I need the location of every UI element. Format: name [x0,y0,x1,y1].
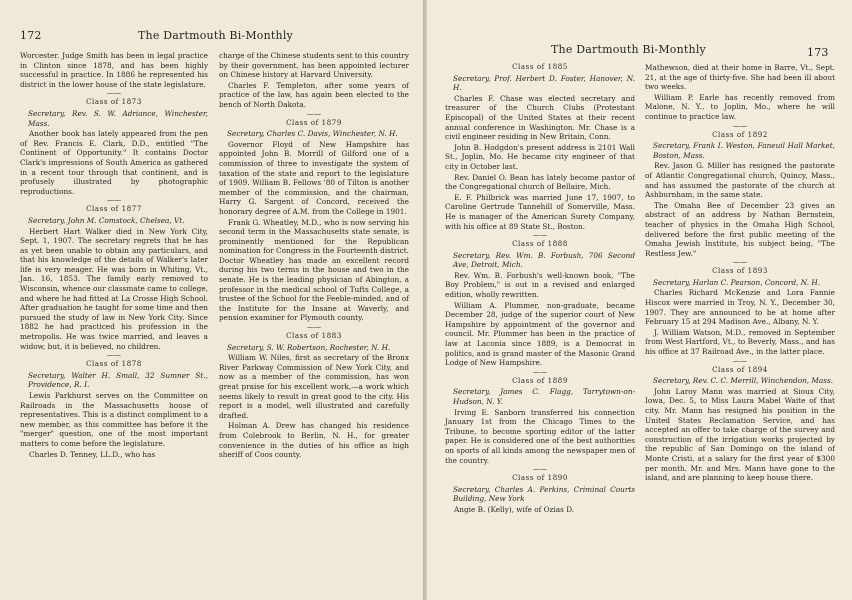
paragraph: J. William Watson, M.D., removed in September from West Hartford, Vt., to Beverly, Mass., and has his office at 37 Railroad Ave., in the latter place. [645,327,835,357]
page-number-left: 172 [20,29,42,42]
class-heading: Class of 1879 [286,118,342,127]
secretary-line: Secretary, Rev. Wm. B. Forbush, 706 Second Ave, Detroit, Mich. [453,250,635,270]
paragraph: Angie B. (Kelly), wife of Ozias D. [454,504,575,514]
secretary-line: Secretary, Charles A. Perkins, Criminal Courts Building, New York [453,484,635,504]
left-page [0,0,423,600]
section-rule: —— [533,465,547,474]
paragraph: Governor Floyd of New Hampshire has appointed John B. Morrill of Gilford one of a commission of three to investigate the system of taxation of the state and report to the legislature of 1909. William B. Fellows '80 of Tilton is another member of the commission, and the chairman, Harry G. Sargent of Concord, received the honorary degree of A.M. from the College in 1901. [219,139,409,216]
paragraph: Charles D. Tenney, LL.D., who has [29,449,156,459]
section-rule: —— [533,231,547,240]
right-column-2 [645,63,835,484]
paragraph: Rev. Jason G. Miller has resigned the pastorate of Atlantic Congregational church, Quincy, Mass., and has assumed the pastorate of the church at Ashburnham, in the same state. [645,161,835,200]
secretary-line: Secretary, Harlan C. Pearson, Concord, N. H. [653,277,821,287]
class-heading: Class of 1883 [286,332,342,341]
page-number-right: 173 [807,46,829,59]
paragraph: Irving E. Sanborn transferred his connection January 1st from the Chicago Times to the Tribune, to become sporting editor of the latter paper. He is considered one of the best authorities on sports of all kinds among the newspaper men of the country. [445,407,635,465]
running-head-left: The Dartmouth Bi-Monthly [138,29,293,42]
paragraph: Holman A. Drew has changed his residence from Colebrook to Berlin, N. H., for greater convenience in the duties of his office as high sheriff of Coos county. [219,421,409,460]
section-rule: —— [733,356,747,365]
paragraph: Another book has lately appeared from the pen of Rev. Francis E. Clark, D.D., entitled "The Continent of Opportunity." It contains Doctor Clark's impressions of South America as gathered in a recent tour through that continent, and is profusely illustrated by photographic reproductions. [20,129,208,196]
secretary-line: Secretary, Prof. Herbert D. Foster, Hanover, N. H. [453,73,635,93]
paragraph: William A. Plummer, non-graduate, became December 28, judge of the superior court of New Hampshire by appointment of the governor and council. Mr. Plummer has been in the practice of law at Laconia since 1889, is a Democrat in politics, and is grand master of the Masonic Grand Lodge of New Hampshire. [445,300,635,368]
paragraph: Rev. Daniel O. Bean has lately become pastor of the Congregational church of Bellaire, Mich. [445,172,635,192]
paragraph: William P. Earle has recently removed from Malone, N. Y., to Joplin, Mo., where he will continue to practice law. [645,92,835,121]
paragraph: Rev. Wm. B. Forbush's well-known book, "The Boy Problem," is out in a revised and enlarged edition, wholly rewritten. [445,270,635,300]
secretary-line: Secretary, Rev. S. W. Adriance, Winchester, Mass. [28,108,208,128]
section-rule: —— [733,121,747,130]
paragraph: The Omaha Bee of December 23 gives an abstract of an address by Nathan Bernstein, teacher of physics in the Omaha High School, delivered before the first public meeting of the Omaha Jewish Institute, his subject being, "The Restless Jew." [645,200,835,258]
paragraph: Charles Richard McKenzie and Lora Fannie Hiscox were married in Troy, N. Y., December 30, 1907. They are announced to be at home after February 15 at 294 Madison Ave., Albany, N. Y. [645,288,835,327]
secretary-line: Secretary, Frank I. Weston, Faneuil Hall Market, Boston, Mass. [653,141,835,160]
paragraph: Charles F. Templeton, after some years of practice of the law, has again been elected to the bench of North Dakota. [219,80,409,109]
class-heading: Class of 1894 [712,365,768,374]
secretary-line: Secretary, S. W. Robertson, Rochester, N. H. [227,342,391,352]
paragraph: Mathewson, died at their home in Barre, Vt., Sept. 21, at the age of thirty-five. She had been ill about two weeks. [645,63,835,92]
class-heading: Class of 1892 [712,130,768,139]
paragraph: Frank G. Wheatley, M.D., who is now serving his second term in the Massachusetts state senate, is prominently mentioned for the Republican nomination for Congress in the Fourteenth district. Doctor Wheatley has made an excellent record during his two terms in the house and two in the senate. He is the leading physician of Abington, a professor in the medical school of Tufts College, a trustee of the School for the Feeble-minded, and of the Institute for the Insane at Waverly, and pension examiner for Plymouth county. [219,217,409,323]
secretary-line: Secretary, Walter H. Small, 32 Sumner St., Providence, R. I. [28,370,208,390]
paragraph: Charles F. Chase was elected secretary and treasurer of the Church Clubs (Protestant Episcopal) of the United States at their recent annual conference in Washington. Mr. Chase is a civil engineer residing in New Britain, Conn. [445,93,635,142]
class-heading: Class of 1877 [86,205,142,214]
paragraph: charge of the Chinese students sent to this country by their government, has been appointed lecturer on Chinese history at Harvard University. [219,51,409,80]
section-rule: —— [107,89,121,98]
section-rule: —— [107,351,121,360]
class-heading: Class of 1878 [86,360,142,369]
class-heading: Class of 1889 [512,376,568,385]
right-column-1 [445,63,635,516]
class-heading: Class of 1890 [512,474,568,483]
secretary-line: Secretary, Rev. C. C. Merrill, Winchendon, Mass. [653,376,834,386]
secretary-line: Secretary, John M. Comstock, Chelsea, Vt. [28,215,185,225]
left-column-1 [20,51,208,460]
class-heading: Class of 1885 [512,63,568,71]
secretary-line: Secretary, James C. Flagg, Tarrytown-on-Hudson, N. Y. [453,387,635,406]
paragraph: E. F. Philbrick was married June 17, 1907, to Caroline Gertrude Tannehill of Somerville, Mass. He is manager of the American Surety Company, with his office at 89 State St., Boston. [445,192,635,231]
right-page [427,0,852,600]
class-heading: Class of 1893 [712,267,768,276]
paragraph: Herbert Hart Walker died in New York City, Sept. 1, 1907. The secretary regrets that he has as yet been unable to obtain any particulars, and that his knowledge of the details of Walker's later life is very meager. He was born in Whiting, Vt., Jan. 16, 1853. The family early removed to Wisconsin, whence our classmate came to college, and where he had fitted at La Crosse High School. After graduation he taught for some time and then pursued the study of law in New York City. Since 1882 he had practiced his profession in the metropolis. He was twice married, and leaves a widow, but, it is believed, no children. [20,226,208,351]
paragraph: John B. Hodgdon's present address is 2101 Wall St., Joplin, Mo. He became city engineer of that city in October last. [445,142,635,171]
left-column-2 [219,51,409,461]
section-rule: —— [307,323,321,332]
section-rule: —— [733,258,747,267]
paragraph: Worcester. Judge Smith has been in legal practice in Clinton since 1878, and has been highly successful in practice. In 1886 he represented his district in the lower house of the state legislature. [20,51,208,89]
section-rule: —— [107,196,121,205]
running-head-right: The Dartmouth Bi-Monthly [551,43,706,56]
paragraph: William W. Niles, first as secretary of the Bronx River Parkway Commission of New York City, and now as a member of the commission, has won great praise for his excellent work,—a work which seems likely to result in great good to the city. His report is a model, well illustrated and carefully drafted. [219,353,409,420]
class-heading: Class of 1888 [512,240,568,249]
paragraph: John Laroy Mann was married at Sioux City, Iowa, Dec. 5, to Miss Laura Mabel Waite of that city. Mr. Mann has resigned his position in the United States Reclamation Service, and has accepted an offer to take charge of the survey and construction of the irrigation works projected by the republic of San Domingo on the island of Monte Cristi, at a salary for the first year of $300 per month. Mr. and Mrs. Mann have gone to the island, and are planning to keep house there. [645,386,835,483]
class-heading: Class of 1873 [86,98,142,107]
section-rule: —— [533,367,547,376]
section-rule: —— [307,109,321,118]
paragraph: Lewis Parkhurst serves on the Committee on Railroads in the Massachusetts house of representatives. This is a distinct compliment to a new member, as this committee has before it the "merger" question, one of the most important matters to come before the legislature. [20,391,208,448]
secretary-line: Secretary, Charles C. Davis, Winchester, N. H. [227,129,398,139]
